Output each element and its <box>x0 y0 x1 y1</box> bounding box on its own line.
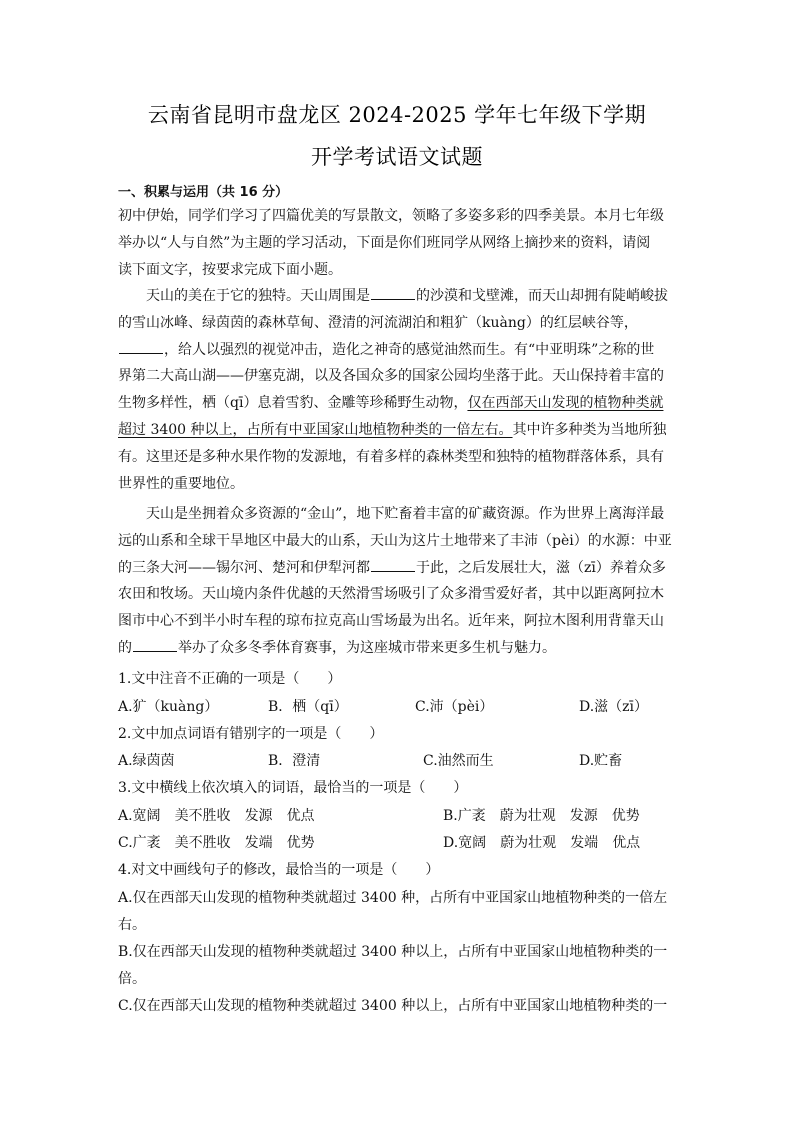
passage-text: 其中许多种类为当地所独 <box>512 421 667 438</box>
passage-text: 生物多样性，栖（qī）息着雪豹、金雕等珍稀野生动物， <box>118 395 468 412</box>
option-word: 蔚为壮观 <box>499 808 556 824</box>
passage-line <box>118 390 678 417</box>
fill-blank <box>119 339 163 354</box>
q4-option-a-line2: 右。 <box>118 917 146 933</box>
page-title-line2: 开学考试语文试题 <box>311 145 483 169</box>
passage-line: 有。这里还是多种水果作物的发源地，有着多样的森林类型和独特的植物群落体系，具有 <box>118 448 664 465</box>
intro-line: 初中伊始，同学们学习了四篇优美的写景散文，领略了多姿多彩的四季美景。本月七年级 <box>118 208 664 224</box>
option-word: 发源 <box>244 808 273 824</box>
option-word: B.广袤 <box>443 808 486 824</box>
q2-option-c: C.油然而生 <box>423 753 494 769</box>
option-word: C.广袤 <box>118 835 161 851</box>
intro-paragraph <box>118 203 678 283</box>
passage-line: 农田和牧场。天山境内条件优越的天然滑雪场吸引了众多滑雪爱好者，其中以距离阿拉木 <box>118 586 664 603</box>
passage-text: 的 <box>118 639 132 656</box>
q4-option-b-line1: B.仅在西部天山发现的植物种类就超过 3400 种以上，占所有中亚国家山地植物种类的一 <box>118 944 668 960</box>
passage-text: 的沙漠和戈壁滩，而天山却拥有陡峭峻拔 <box>416 288 668 304</box>
option-word: D.宽阔 <box>443 835 487 851</box>
passage-line <box>118 635 678 662</box>
underlined-sentence: 仅在西部天山发现的植物种类就 <box>467 395 664 412</box>
option-word: 美不胜收 <box>174 835 231 851</box>
passage-line: 的雪山冰峰、绿茵茵的森林草甸、澄清的河流湖泊和粗犷（kuàng）的红层峡谷等， <box>118 314 638 331</box>
passage-text: 于此，之后发展壮大，滋（zī）养着众多 <box>416 559 666 576</box>
option-word: 优点 <box>612 835 641 851</box>
intro-line: 读下面文字，按要求完成下面小题。 <box>118 261 342 278</box>
underlined-sentence: 超过 3400 种以上，占所有中亚国家山地植物种类的一倍左右。 <box>118 421 513 438</box>
q3-option-a <box>118 805 329 825</box>
q3-option-b <box>443 805 654 825</box>
q3-option-c <box>118 832 329 852</box>
passage-paragraph-1 <box>118 283 678 497</box>
option-word: 美不胜收 <box>174 808 231 824</box>
passage-line <box>118 283 678 310</box>
passage-line <box>118 555 678 582</box>
passage-line: 远的山系和全球干旱地区中最大的山系，天山为这片土地带来了丰沛（pèi）的水源：中亚 <box>118 532 672 549</box>
fill-blank <box>371 285 415 300</box>
page-title-line1: 云南省昆明市盘龙区 2024-2025 学年七年级下学期 <box>147 103 647 127</box>
question-4-stem: 4.对文中画线句子的修改，最恰当的一项是（ ） <box>118 862 440 878</box>
q4-option-b-line2: 倍。 <box>118 971 146 987</box>
q2-option-b: B．澄清 <box>268 753 321 769</box>
passage-line: 图市中心不到半小时车程的琼布拉克高山雪场最为出名。近年来，阿拉木图利用背靠天山 <box>118 613 664 630</box>
option-word: 蔚为壮观 <box>500 835 557 851</box>
q1-option-b: B．栖（qī） <box>268 699 348 715</box>
passage-line: 天山是坐拥着众多资源的“金山”，地下贮畜着丰富的矿藏资源。作为世界上离海洋最 <box>146 506 665 522</box>
option-word: 发端 <box>570 835 599 851</box>
option-word: 优点 <box>286 808 315 824</box>
q1-option-c: C.沛（pèi） <box>415 699 494 715</box>
fill-blank <box>371 557 415 572</box>
passage-paragraph-2 <box>118 501 678 662</box>
question-2-stem: 2.文中加点词语有错别字的一项是（ ） <box>118 726 384 742</box>
q3-option-d <box>443 832 654 852</box>
passage-line <box>118 417 678 444</box>
option-word: 发端 <box>244 835 273 851</box>
passage-text: 的三条大河——锡尔河、楚河和伊犁河都 <box>118 559 370 576</box>
question-3-stem: 3.文中横线上依次填入的词语，最恰当的一项是（ ） <box>118 780 468 796</box>
q4-option-c-line1: C.仅在西部天山发现的植物种类就超过 3400 种以上，占所有中亚国家山地植物种类的一 <box>118 998 668 1014</box>
section-heading: 一、积累与运用（共 16 分） <box>118 185 289 200</box>
q4-option-a-line1: A.仅在西部天山发现的植物种类就超过 3400 种，占所有中亚国家山地植物种类的一倍左 <box>118 890 668 906</box>
option-word: 发源 <box>569 808 598 824</box>
option-word: A.宽阔 <box>118 808 161 824</box>
passage-text: 天山的美在于它的独特。天山周围是 <box>146 288 370 304</box>
passage-line: 界第二大高山湖——伊塞克湖，以及各国众多的国家公园均坐落于此。天山保持着丰富的 <box>118 368 664 385</box>
q2-option-a: A.绿茵茵 <box>118 753 175 769</box>
question-1-stem: 1.文中注音不正确的一项是（ ） <box>118 671 342 687</box>
q2-option-d: D.贮畜 <box>579 753 623 769</box>
passage-text: 举办了众多冬季体育赛事，为这座城市带来更多生机与魅力。 <box>178 639 556 656</box>
passage-line: 世界性的重要地位。 <box>118 475 244 492</box>
passage-line <box>118 337 678 364</box>
q1-option-d: D.滋（zī） <box>579 699 649 715</box>
intro-line: 举办以“人与自然”为主题的学习活动，下面是你们班同学从网络上摘抄来的资料，请阅 <box>118 234 651 251</box>
option-word: 优势 <box>286 835 315 851</box>
option-word: 优势 <box>611 808 640 824</box>
q1-option-a: A.犷（kuàng） <box>118 699 219 715</box>
passage-text: ，给人以强烈的视觉冲击，造化之神奇的感觉油然而生。有“中亚明珠”之称的世 <box>164 341 655 358</box>
fill-blank <box>133 637 177 652</box>
